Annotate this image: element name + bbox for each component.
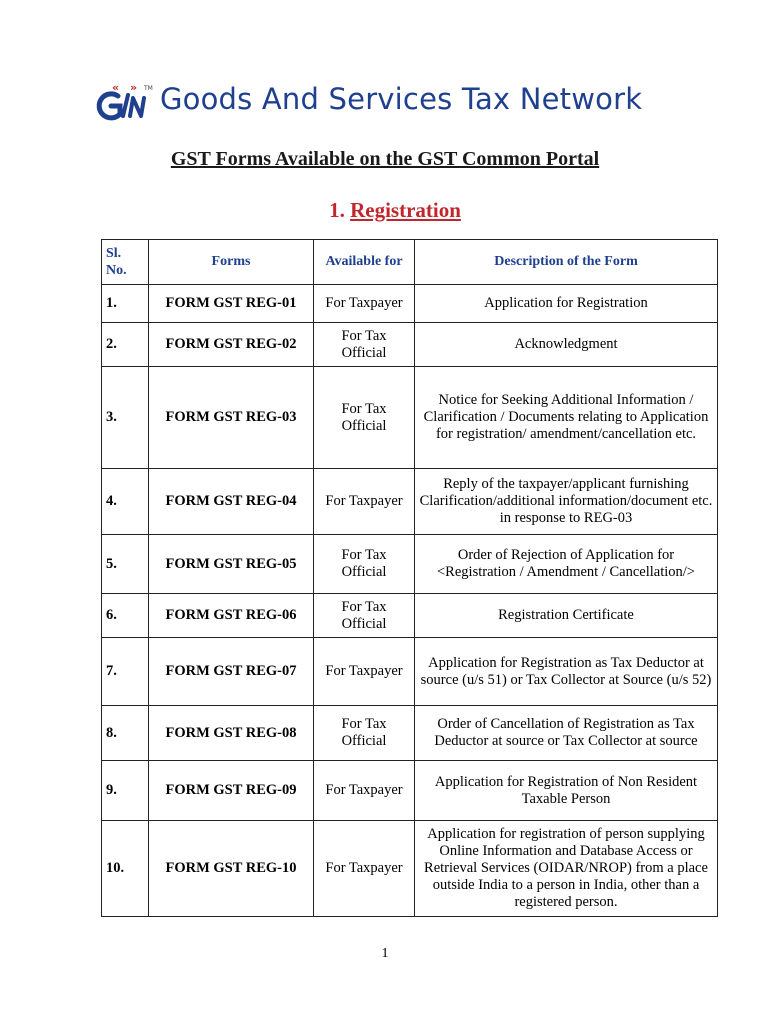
row-available-for: For Taxpayer: [314, 821, 415, 917]
page-number: 1: [381, 946, 389, 961]
row-available-for: For Tax Official: [314, 594, 415, 638]
row-description: Order of Cancellation of Registration as Tax Deductor at source or Tax Collector at source: [415, 706, 718, 761]
row-sl: 4.: [102, 469, 149, 535]
table-row: [102, 469, 718, 535]
table-row: [102, 367, 718, 469]
row-form: FORM GST REG-04: [149, 469, 314, 535]
section-number: 1.: [329, 198, 345, 222]
section-heading: [0, 198, 770, 223]
row-available-for: For Taxpayer: [314, 761, 415, 821]
row-description: Application for Registration as Tax Deductor at source (u/s 51) or Tax Collector at Source (u/s 52): [415, 638, 718, 706]
table-header-row: [102, 240, 718, 285]
row-available-for: For Taxpayer: [314, 638, 415, 706]
table-row: [102, 594, 718, 638]
row-form: FORM GST REG-10: [149, 821, 314, 917]
row-sl: 5.: [102, 535, 149, 594]
row-available-for: For Tax Official: [314, 323, 415, 367]
row-description: Application for Registration of Non Resident Taxable Person: [415, 761, 718, 821]
page-title: GST Forms Available on the GST Common Portal: [170, 148, 600, 170]
row-available-for: For Tax Official: [314, 367, 415, 469]
row-description: Reply of the taxpayer/applicant furnishing Clarification/additional information/document etc. in response to REG-03: [415, 469, 718, 535]
row-form: FORM GST REG-05: [149, 535, 314, 594]
forms-table: [101, 239, 718, 917]
row-sl: 1.: [102, 285, 149, 323]
table-row: [102, 761, 718, 821]
row-sl: 9.: [102, 761, 149, 821]
row-form: FORM GST REG-01: [149, 285, 314, 323]
row-description: Registration Certificate: [415, 594, 718, 638]
gstn-logo: [96, 82, 156, 124]
table-row: [102, 638, 718, 706]
row-description: Acknowledgment: [415, 323, 718, 367]
table-row: [102, 535, 718, 594]
row-available-for: For Tax Official: [314, 535, 415, 594]
row-sl: 10.: [102, 821, 149, 917]
row-available-for: For Taxpayer: [314, 469, 415, 535]
row-description: Application for Registration: [415, 285, 718, 323]
row-available-for: For Tax Official: [314, 706, 415, 761]
svg-text:«: «: [112, 82, 120, 94]
row-form: FORM GST REG-06: [149, 594, 314, 638]
table-row: [102, 821, 718, 917]
org-name: Goods And Services Tax Network: [160, 82, 643, 116]
row-description: Notice for Seeking Additional Information / Clarification / Documents relating to Application for registration/ amendment/cancellation etc.: [415, 367, 718, 469]
header-description: Description of the Form: [415, 240, 718, 285]
table-row: [102, 323, 718, 367]
row-form: FORM GST REG-02: [149, 323, 314, 367]
section-label: Registration: [350, 198, 461, 222]
row-sl: 7.: [102, 638, 149, 706]
row-sl: 2.: [102, 323, 149, 367]
row-sl: 8.: [102, 706, 149, 761]
header-sl: Sl. No.: [102, 240, 149, 285]
row-description: Application for registration of person supplying Online Information and Database Access or Retrieval Services (OIDAR/NROP) from a place outside India to a person in India, other than a registered person.: [415, 821, 718, 917]
row-form: FORM GST REG-07: [149, 638, 314, 706]
row-form: FORM GST REG-08: [149, 706, 314, 761]
header-available-for: Available for: [314, 240, 415, 285]
header-forms: Forms: [149, 240, 314, 285]
row-sl: 6.: [102, 594, 149, 638]
table-row: [102, 285, 718, 323]
row-description: Order of Rejection of Application for <Registration / Amendment / Cancellation/>: [415, 535, 718, 594]
table-row: [102, 706, 718, 761]
logo-tm: TM: [144, 85, 153, 92]
row-form: FORM GST REG-03: [149, 367, 314, 469]
svg-text:»: »: [130, 82, 138, 94]
row-available-for: For Taxpayer: [314, 285, 415, 323]
row-form: FORM GST REG-09: [149, 761, 314, 821]
row-sl: 3.: [102, 367, 149, 469]
